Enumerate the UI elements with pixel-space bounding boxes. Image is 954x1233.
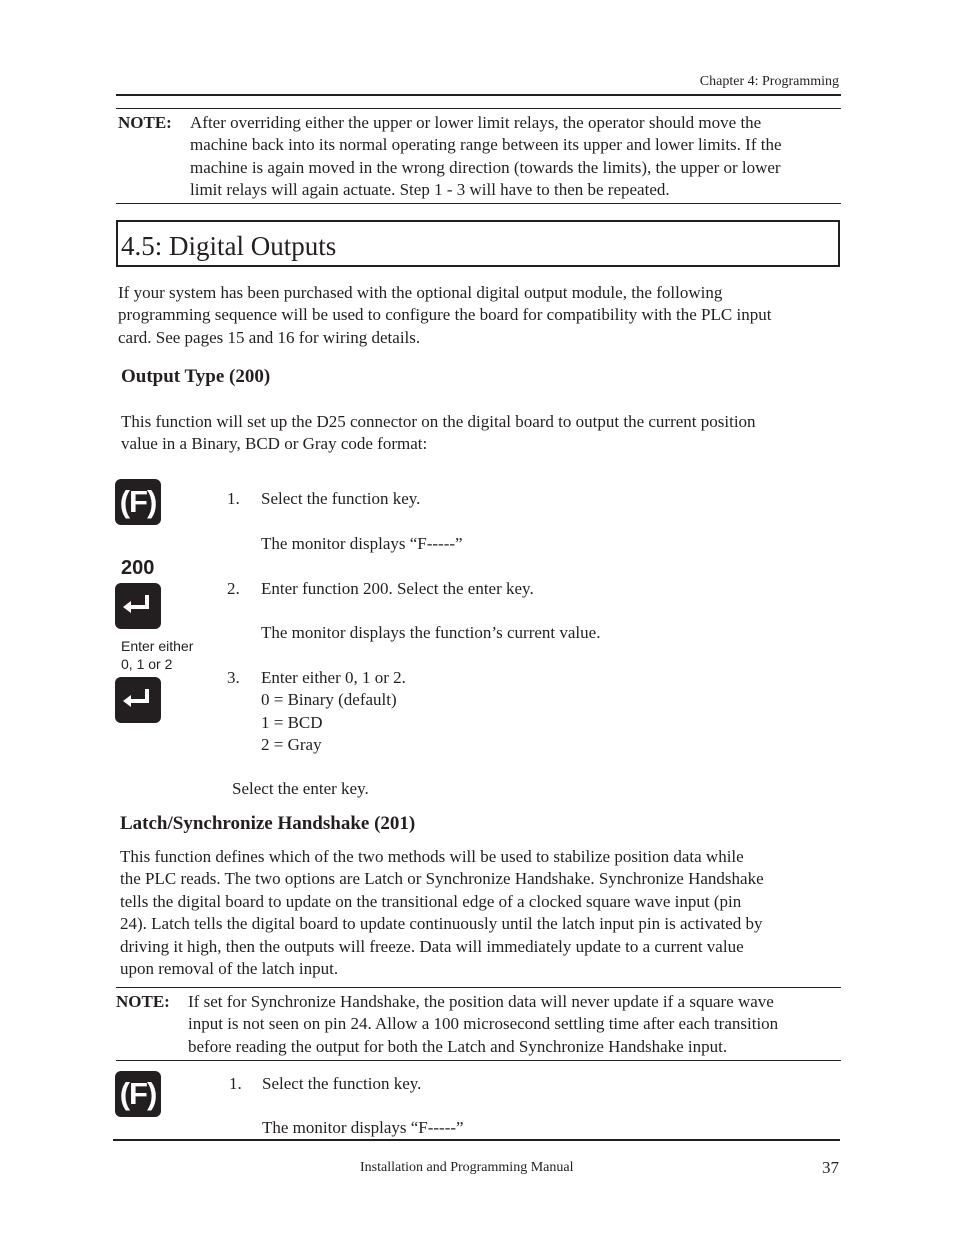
step-number: 2. bbox=[227, 579, 240, 598]
step-subtext: The monitor displays “F-----” bbox=[261, 534, 463, 553]
step-number: 1. bbox=[229, 1074, 242, 1093]
enter-key-icon bbox=[115, 583, 161, 629]
section-title: 4.5: Digital Outputs bbox=[121, 231, 337, 261]
section-heading-box bbox=[116, 220, 840, 267]
latch-desc-line: This function defines which of the two methods will be used to stabilize position data while bbox=[120, 847, 744, 866]
chapter-header: Chapter 4: Programming bbox=[699, 74, 839, 89]
step-subtext: The monitor displays “F-----” bbox=[262, 1118, 464, 1137]
enter-key-icon bbox=[115, 677, 161, 723]
step-subtext: The monitor displays the function’s current value. bbox=[261, 623, 601, 642]
latch-desc-line: upon removal of the latch input. bbox=[120, 959, 339, 979]
output-type-desc-line: This function will set up the D25 connector on the digital board to output the current position bbox=[121, 412, 756, 431]
latch-desc-line: 24). Latch tells the digital board to update continuously until the latch input pin is activated by bbox=[120, 914, 763, 934]
note1-label: NOTE: bbox=[118, 113, 172, 132]
note2-line: input is not seen on pin 24. Allow a 100 microsecond settling time after each transition bbox=[188, 1014, 779, 1034]
step-number: 1. bbox=[227, 489, 240, 508]
latch-desc-line: driving it high, then the outputs will freeze. Data will immediately update to a current value bbox=[120, 936, 744, 956]
output-type-description bbox=[121, 411, 851, 456]
footer-rule bbox=[113, 1139, 840, 1141]
function-key-icon: (F) bbox=[115, 1071, 161, 1117]
note2-bottom-rule bbox=[116, 1060, 841, 1061]
function-key-icon: (F) bbox=[115, 479, 161, 525]
output-type-heading: Output Type (200) bbox=[121, 366, 271, 387]
intro-line: If your system has been purchased with the optional digital output module, the following bbox=[118, 283, 723, 302]
note1-line: After overriding either the upper or lower limit relays, the operator should move the bbox=[190, 113, 762, 132]
option-gray: 2 = Gray bbox=[261, 735, 322, 755]
latch-desc-line: tells the digital board to update on the transitional edge of a clocked square wave input (pin bbox=[120, 891, 742, 911]
note1-bottom-rule bbox=[116, 203, 841, 204]
footer-title: Installation and Programming Manual bbox=[360, 1160, 574, 1175]
note1-line: limit relays will again actuate. Step 1 - 3 will have to then be repeated. bbox=[190, 180, 670, 200]
step-options bbox=[261, 667, 406, 757]
note2-text bbox=[188, 991, 848, 1058]
note2-line: before reading the output for both the Latch and Synchronize Handshake input. bbox=[188, 1036, 728, 1056]
header-rule bbox=[116, 94, 841, 96]
note1-text bbox=[190, 112, 850, 202]
note2-label: NOTE: bbox=[116, 992, 170, 1011]
enter-either-line: Enter either bbox=[121, 638, 194, 654]
option-bcd: 1 = BCD bbox=[261, 712, 323, 732]
output-type-desc-line: value in a Binary, BCD or Gray code format: bbox=[121, 434, 428, 454]
enter-either-label bbox=[121, 637, 193, 673]
enter-either-line: 0, 1 or 2 bbox=[121, 656, 173, 672]
step-text: Select the function key. bbox=[261, 489, 421, 508]
note1-line: machine is again moved in the wrong direction (towards the limits), the upper or lower bbox=[190, 157, 781, 177]
step-text: Enter either 0, 1 or 2. bbox=[261, 668, 406, 687]
option-binary: 0 = Binary (default) bbox=[261, 690, 397, 710]
final-step-text: Select the enter key. bbox=[232, 779, 369, 798]
step-number: 3. bbox=[227, 668, 240, 687]
latch-description bbox=[120, 846, 850, 980]
intro-line: card. See pages 15 and 16 for wiring details. bbox=[118, 327, 421, 347]
function-number-label: 200 bbox=[121, 557, 155, 579]
step-text: Select the function key. bbox=[262, 1074, 422, 1093]
intro-paragraph bbox=[118, 282, 848, 349]
latch-heading: Latch/Synchronize Handshake (201) bbox=[120, 813, 416, 834]
intro-line: programming sequence will be used to configure the board for compatibility with the PLC input bbox=[118, 305, 772, 325]
latch-desc-line: the PLC reads. The two options are Latch or Synchronize Handshake. Synchronize Handshake bbox=[120, 869, 764, 889]
note1-top-rule bbox=[116, 108, 841, 109]
note2-top-rule bbox=[116, 987, 841, 988]
note2-line: If set for Synchronize Handshake, the position data will never update if a square wave bbox=[188, 992, 774, 1011]
page-number: 37 bbox=[822, 1158, 839, 1177]
step-text: Enter function 200. Select the enter key. bbox=[261, 579, 534, 598]
note1-line: machine back into its normal operating range between its upper and lower limits. If the bbox=[190, 135, 782, 155]
